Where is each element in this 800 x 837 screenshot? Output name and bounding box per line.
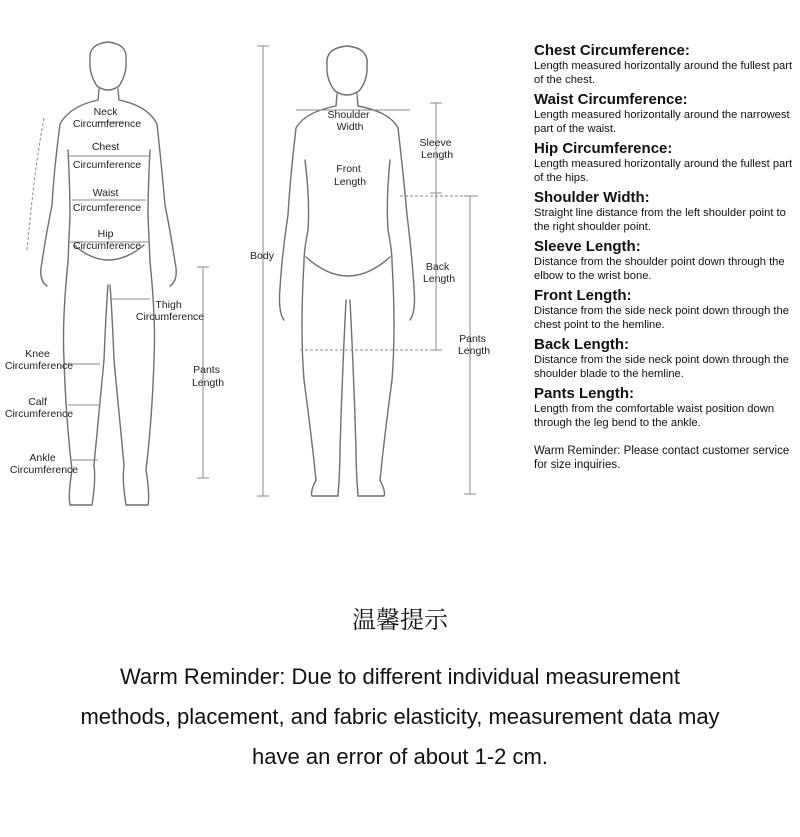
label-front-length: Front Length	[333, 163, 367, 188]
definition-title: Sleeve Length:	[534, 238, 641, 255]
definition-waist	[534, 91, 796, 136]
label-knee-circumference: Knee Circumference	[4, 348, 74, 372]
definition-text: Straight line distance from the left shoulder point to the right shoulder point.	[534, 207, 786, 233]
label-thigh-circumference: Thigh Circumference	[135, 299, 205, 323]
definition-title: Back Length:	[534, 336, 630, 353]
definition-front-length	[534, 287, 796, 332]
label-back-pants-length: Pants Length	[457, 333, 491, 357]
label-front-pants-length: Pants Length	[191, 364, 225, 389]
definition-hip	[534, 140, 796, 185]
definition-title: Pants Length:	[534, 385, 634, 402]
definition-text: Distance from the side neck point down through the shoulder blade to the hemline.	[534, 354, 789, 380]
label-hip-circumference: Hip Circumference	[72, 228, 142, 252]
definition-text: Distance from the shoulder point down through the elbow to the wrist bone.	[534, 256, 785, 282]
label-ankle-circumference: Ankle Circumference	[9, 452, 79, 476]
definition-text: Length measured horizontally around the fullest part of the hips.	[534, 158, 793, 184]
label-sleeve-length: Sleeve Length	[419, 137, 454, 161]
definition-title: Front Length:	[534, 287, 632, 304]
warm-reminder-text: Warm Reminder: Due to different individual measurement methods, placement, and fabric elasticity, measurement data may have an error of about 1-2 cm.	[80, 664, 720, 769]
definition-title: Hip Circumference:	[534, 140, 673, 157]
definition-chest	[534, 42, 796, 87]
definition-title: Shoulder Width:	[534, 189, 650, 206]
definition-text: Distance from the side neck point down through the chest point to the hemline.	[534, 305, 789, 331]
label-shoulder-width: Shoulder Width	[327, 109, 370, 133]
definition-text: Length from the comfortable waist position down through the leg bend to the ankle.	[534, 403, 775, 429]
definition-title: Waist Circumference:	[534, 91, 688, 108]
label-body: Body	[250, 250, 274, 262]
label-neck-circumference: Neck Circumference	[72, 106, 142, 130]
label-back-length: Back Length	[422, 261, 456, 285]
label-waist-circumference: Waist Circumference	[72, 187, 142, 214]
label-calf-circumference: Calf Circumference	[4, 396, 74, 420]
label-chest-circumference: Chest Circumference	[72, 141, 142, 171]
definition-pants-length	[534, 385, 796, 430]
definitions-panel	[534, 42, 796, 472]
definition-shoulder	[534, 189, 796, 234]
side-reminder: Warm Reminder: Please contact customer service for size inquiries.	[534, 445, 790, 471]
measurement-figures	[0, 0, 530, 530]
warm-reminder-section	[0, 600, 800, 777]
definition-title: Chest Circumference:	[534, 42, 690, 59]
warm-reminder-title: 温馨提示	[352, 606, 448, 634]
definition-text: Length measured horizontally around the narrowest part of the waist.	[534, 109, 790, 135]
definition-sleeve	[534, 238, 796, 283]
definition-back-length	[534, 336, 796, 381]
definition-text: Length measured horizontally around the fullest part of the chest.	[534, 60, 793, 86]
